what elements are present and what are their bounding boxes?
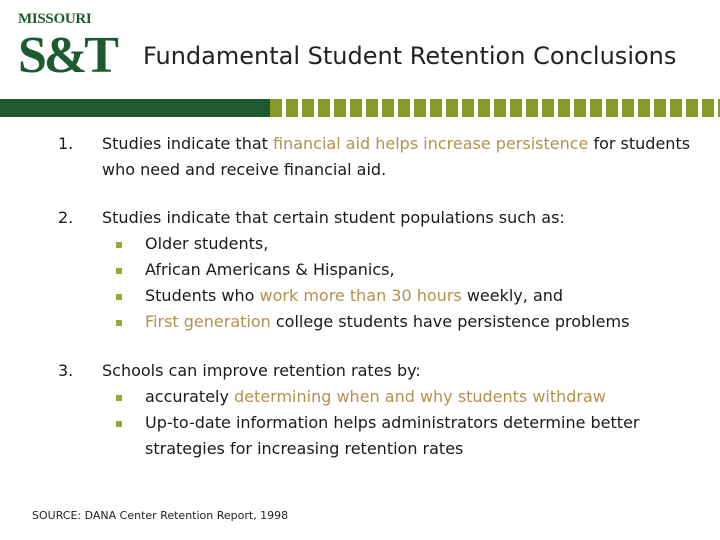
text-segment: African Americans & Hispanics, [145, 260, 395, 279]
highlighted-text: financial aid helps increase persistence [273, 134, 589, 153]
logo-wordmark-top: MISSOURI [18, 11, 92, 27]
text-segment: accurately [145, 387, 235, 406]
sub-bullet [102, 257, 692, 283]
square-bullet-icon [116, 320, 122, 326]
sub-bullet [102, 231, 692, 257]
square-bullet-icon [116, 242, 122, 248]
square-bullet-icon [116, 268, 122, 274]
item-text [102, 131, 692, 183]
slide-title: Fundamental Student Retention Conclusions [143, 42, 677, 70]
text-segment: Up-to-date information helps administrators determine better strategies for increasing retention rates [145, 413, 640, 458]
item-text [102, 358, 692, 462]
square-bullet-icon [116, 395, 122, 401]
sub-bullet [102, 384, 692, 410]
item-lead: Studies indicate that certain student populations such as: [102, 208, 565, 227]
text-segment: Studies indicate that [102, 134, 274, 153]
sub-bullet [102, 410, 692, 462]
sub-bullet [102, 309, 692, 335]
header-bar-solid [0, 99, 270, 117]
text-segment: for students who need and receive financial aid. [102, 134, 691, 179]
item-number: 1. [58, 134, 74, 153]
source-citation: SOURCE: DANA Center Retention Report, 1998 [32, 509, 289, 522]
square-bullet-icon [116, 421, 122, 427]
item-lead: Schools can improve retention rates by: [102, 361, 421, 380]
highlighted-text: First generation [145, 312, 271, 331]
header-bar-pattern [270, 99, 720, 117]
sub-bullet [102, 283, 692, 309]
item-number: 2. [58, 208, 74, 227]
text-segment: college students have persistence problems [270, 312, 630, 331]
logo-wordmark-main: S&T [18, 27, 116, 84]
square-bullet-icon [116, 294, 122, 300]
text-segment: Older students, [145, 234, 269, 253]
item-number: 3. [58, 361, 74, 380]
item-text [102, 205, 692, 335]
highlighted-text: work more than 30 hours [259, 286, 462, 305]
text-segment: Students who [145, 286, 260, 305]
text-segment: weekly, and [461, 286, 564, 305]
highlighted-text: determining when and why students withdraw [234, 387, 606, 406]
university-logo [18, 12, 118, 84]
